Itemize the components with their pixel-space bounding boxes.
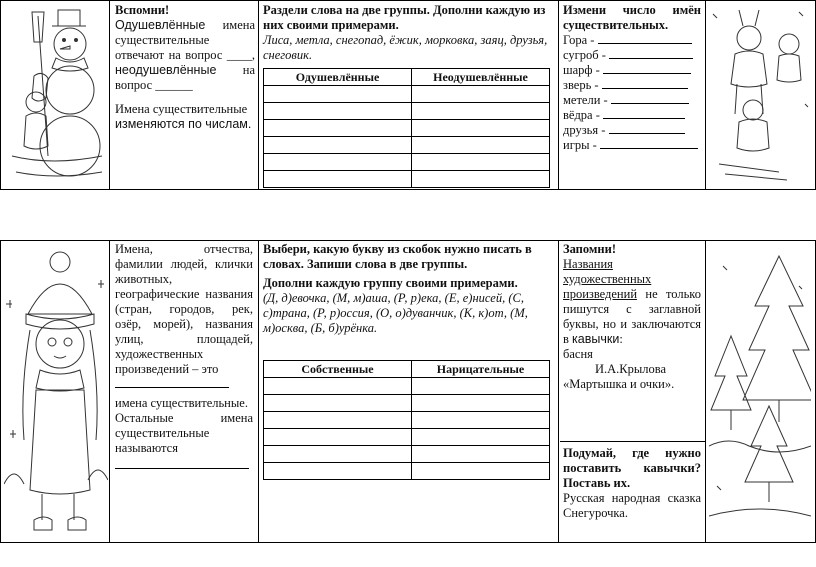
table-row[interactable] [264, 154, 550, 171]
quotes-task [563, 446, 701, 521]
task-title: Раздели слова на две группы. Дополни каждую из них своими примерами. [263, 3, 546, 32]
divider [258, 240, 259, 543]
divider [258, 0, 259, 190]
remember-paragraph [115, 18, 255, 93]
winter-kids-illustration [709, 4, 811, 184]
divider [109, 0, 110, 190]
number-rule [115, 102, 255, 132]
task-words: Лиса, метла, снегопад, ёжик, морковка, заяц, друзья, снеговик. [263, 33, 548, 62]
table-header: Неодушевлённые [412, 69, 550, 86]
rule-text-3: Остальные имена существительные называются [115, 411, 253, 455]
example-author: И.А.Крылова [595, 362, 667, 376]
divider [0, 0, 1, 190]
table-row[interactable] [264, 103, 550, 120]
divider [705, 240, 706, 543]
quotes-rule [563, 242, 701, 392]
task-title: Подумай, где нужно поставить кавычки? Поставь их. [563, 446, 701, 490]
task-choose-letter [263, 242, 555, 336]
inanimate-term: неодушевлённые [115, 63, 217, 77]
girl-illustration [4, 244, 108, 538]
list-item[interactable]: Гора - [563, 33, 701, 48]
divider [558, 240, 559, 543]
list-item[interactable]: друзья - [563, 123, 701, 138]
table-row[interactable] [264, 171, 550, 188]
bottom-border-line [0, 542, 816, 543]
example-title: «Мартышка и очки». [563, 377, 675, 391]
number-rule-text: Имена существительные [115, 102, 248, 116]
list-item[interactable]: метели - [563, 93, 701, 108]
rule-underlined: Названия художественных произведений [563, 257, 652, 301]
top-bottom-line [0, 189, 816, 190]
list-item[interactable]: вёдра - [563, 108, 701, 123]
task-subtitle: Дополни каждую группу своими примерами. [263, 276, 518, 290]
task-title: Выбери, какую букву из скобок нужно писать в словах. Запиши слова в две группы. [263, 242, 532, 271]
task-split-words [263, 3, 555, 63]
task-change-number [563, 3, 701, 153]
rule-paragraph [563, 257, 701, 347]
proper-common-table [263, 360, 550, 480]
table-row[interactable] [264, 395, 550, 412]
divider [109, 240, 110, 543]
table-row[interactable] [264, 463, 550, 480]
divider [558, 0, 559, 190]
proper-nouns-rule [115, 242, 253, 473]
table-header: Одушевлённые [264, 69, 412, 86]
divider [560, 441, 705, 442]
task-answer[interactable]: Русская народная сказка Снегурочка. [563, 491, 701, 520]
remember-title: Вспомни! [115, 3, 170, 17]
winter-trees-illustration [709, 246, 811, 538]
blank-line[interactable] [115, 377, 253, 392]
list-item[interactable]: зверь - [563, 78, 701, 93]
snowman-illustration [8, 6, 106, 182]
divider [705, 0, 706, 190]
animate-term: Одушевлённые [115, 18, 206, 32]
rule-text-end: на вопрос ______ [115, 63, 255, 92]
rule-colon: : [619, 332, 623, 346]
rule-keyword: кавычки [572, 332, 620, 346]
top-border-line [0, 0, 816, 1]
list-item[interactable]: игры - [563, 138, 701, 153]
table-row[interactable] [264, 378, 550, 395]
table-row[interactable] [264, 446, 550, 463]
rule-text: имена существительные отвечают на вопрос ____, [115, 18, 255, 62]
table-row[interactable] [264, 412, 550, 429]
rule-text-2: имена существительные. [115, 396, 248, 410]
example-genre: басня [563, 347, 593, 361]
word-list [563, 33, 701, 153]
list-item[interactable]: шарф - [563, 63, 701, 78]
table-row[interactable] [264, 429, 550, 446]
table-header: Собственные [264, 361, 412, 378]
list-item[interactable]: сугроб - [563, 48, 701, 63]
top-border-line [0, 240, 816, 241]
table-row[interactable] [264, 137, 550, 154]
rule-title: Запомни! [563, 242, 616, 256]
table-row[interactable] [264, 86, 550, 103]
task-title: Измени число имён существительных. [563, 3, 701, 32]
animate-table [263, 68, 550, 188]
remember-block [115, 3, 255, 132]
rule-rest: не только пишутся с заглавной буквы, но и заключаются в [563, 287, 701, 346]
blank-line[interactable] [115, 458, 253, 473]
divider [0, 240, 1, 543]
table-header: Нарицательные [412, 361, 550, 378]
number-rule-bold: изменяются по числам. [115, 117, 252, 131]
task-words: (Д, д)евочка, (М, м)аша, (Р, р)ека, (Е, е)нисей, (С, с)трана, (Р, р)оссия, (О, о)дуванчик, (К, к)от, (М, м)осква, (Б, б)урёнка. [263, 291, 528, 335]
rule-text: Имена, отчества, фамилии людей, клички животных, географические названия (стран, городов, рек, озёр, морей), названия улиц, площадей, художественных произведений – это [115, 242, 253, 376]
table-row[interactable] [264, 120, 550, 137]
